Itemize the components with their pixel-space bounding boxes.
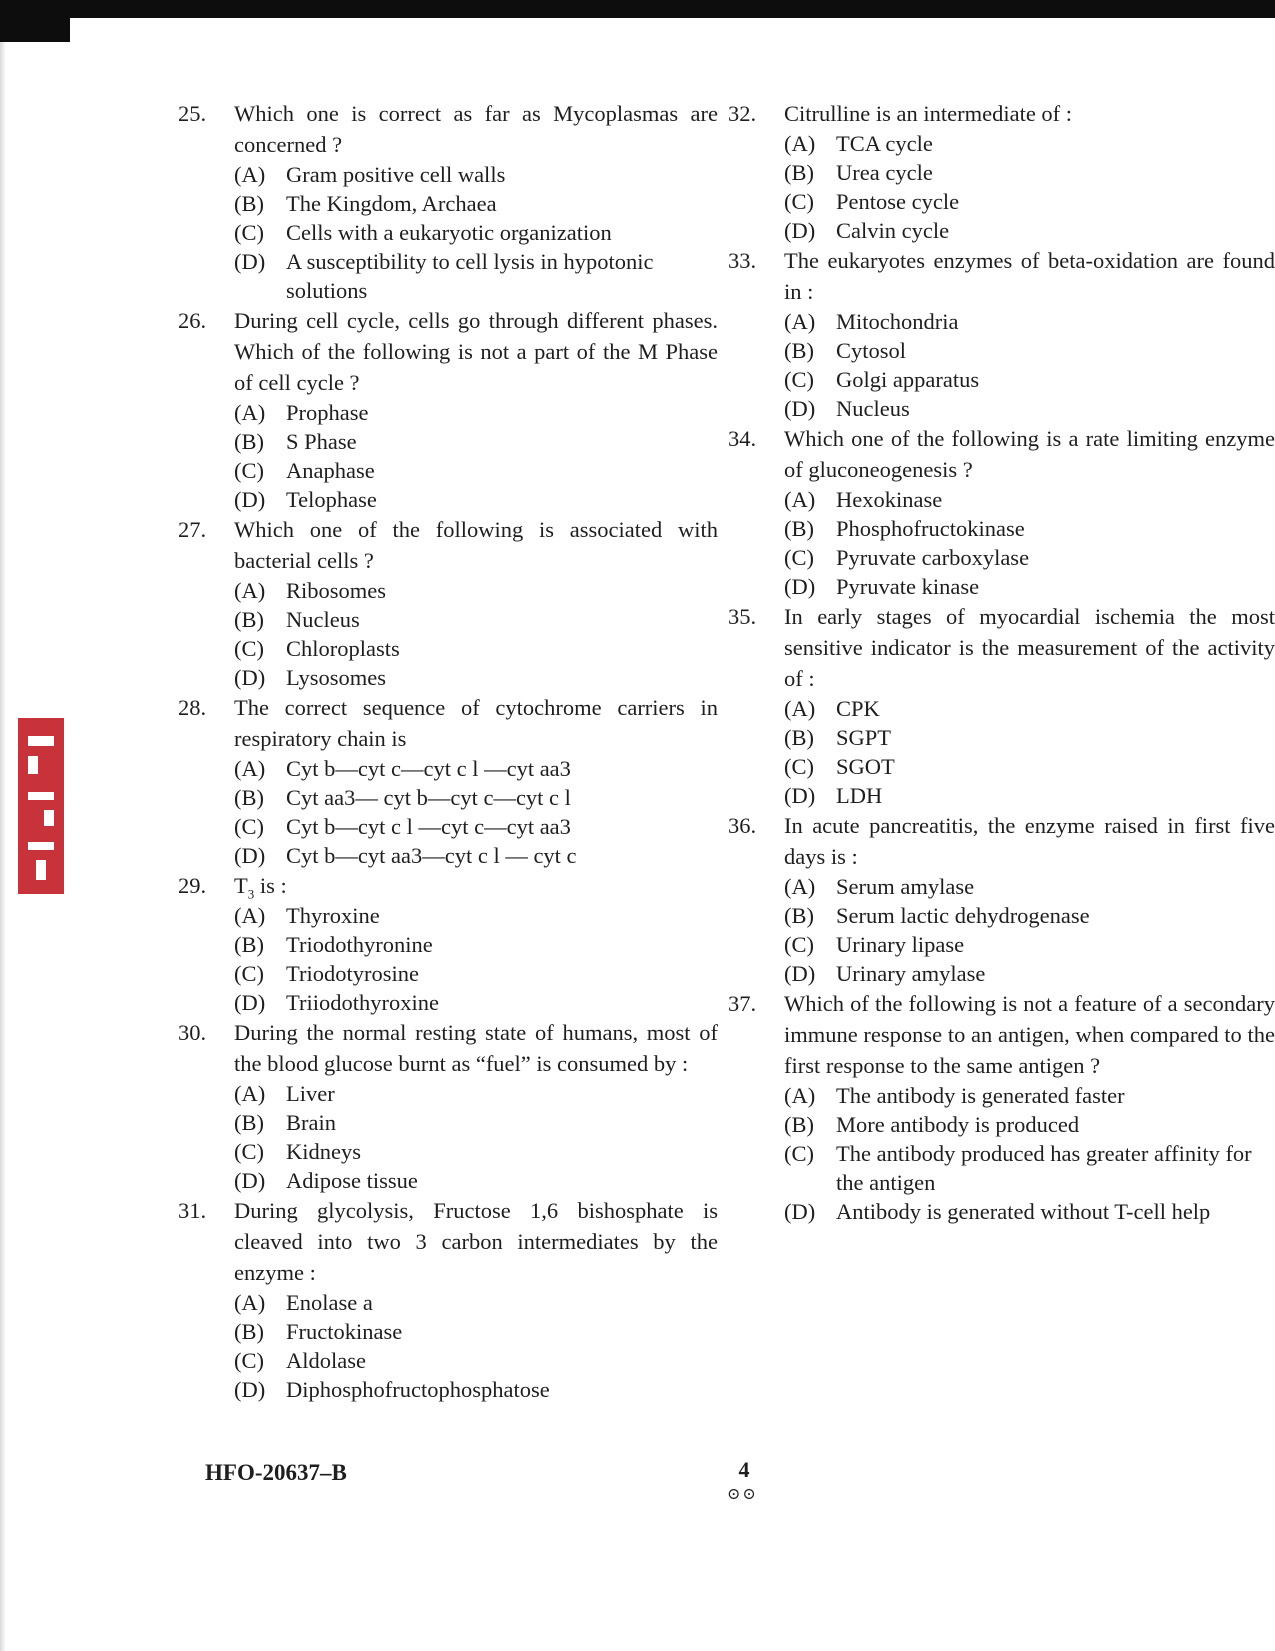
option-d: (D) Cyt b—cyt aa3—cyt c l — cyt c <box>234 843 577 868</box>
option-d: (D) Urinary amylase <box>784 961 986 986</box>
question-32 <box>728 98 1275 245</box>
question-28 <box>178 692 718 870</box>
question-number: 37. <box>728 991 757 1016</box>
question-number: 35. <box>728 604 757 629</box>
question-text: During the normal resting state of humans, most of the blood glucose burnt as “fuel” is consumed by : <box>234 1020 718 1076</box>
option-d: (D) Telophase <box>234 487 377 512</box>
question-text: Which of the following is not a feature of a secondary immune response to an antigen, when compared to the first response to the same antigen ? <box>784 991 1275 1078</box>
question-number: 29. <box>178 873 207 898</box>
option-c: (C) Golgi apparatus <box>784 367 980 392</box>
option-a: (A) Prophase <box>234 400 369 425</box>
question-25 <box>178 98 718 305</box>
option-a: (A) Ribosomes <box>234 578 387 603</box>
option-d: (D) A susceptibility to cell lysis in hypotonic solutions <box>234 249 654 303</box>
question-number: 26. <box>178 308 207 333</box>
option-c: (C) Anaphase <box>234 458 375 483</box>
question-26 <box>178 305 718 514</box>
scan-corner-edge <box>0 18 70 42</box>
question-text: The eukaryotes enzymes of beta-oxidation are found in : <box>784 248 1275 304</box>
question-number: 34. <box>728 426 757 451</box>
red-side-tab <box>18 718 64 894</box>
question-text: In early stages of myocardial ischemia the most sensitive indicator is the measurement of the activity of : <box>784 604 1275 691</box>
question-text: Which one of the following is a rate limiting enzyme of gluconeogenesis ? <box>784 426 1275 482</box>
option-b: (B) More antibody is produced <box>784 1112 1080 1137</box>
option-b: (B) Brain <box>234 1110 336 1135</box>
question-35 <box>728 601 1275 810</box>
option-b: (B) Phosphofructokinase <box>784 516 1025 541</box>
question-number: 27. <box>178 517 207 542</box>
question-text: Citrulline is an intermediate of : <box>784 101 1073 126</box>
option-c: (C) Triodotyrosine <box>234 961 419 986</box>
question-text: In acute pancreatitis, the enzyme raised in first five days is : <box>784 813 1275 869</box>
option-a: (A) CPK <box>784 696 880 721</box>
option-c: (C) Kidneys <box>234 1139 361 1164</box>
option-b: (B) Triodothyronine <box>234 932 433 957</box>
option-a: (A) Cyt b—cyt c—cyt c l —cyt aa3 <box>234 756 571 781</box>
option-c: (C) The antibody produced has greater affinity for the antigen <box>784 1141 1252 1195</box>
option-c: (C) Chloroplasts <box>234 636 400 661</box>
question-text: During cell cycle, cells go through different phases. Which of the following is not a part of the M Phase of cell cycle ? <box>234 308 718 395</box>
question-27 <box>178 514 718 692</box>
registration-marks-icon: ⊙⊙ <box>727 1486 758 1503</box>
question-number: 36. <box>728 813 757 838</box>
question-text: Which one of the following is associated with bacterial cells ? <box>234 517 718 573</box>
page-number: 4 <box>738 1457 750 1482</box>
option-a: (A) Mitochondria <box>784 309 959 334</box>
option-c: (C) Pentose cycle <box>784 189 960 214</box>
left-column <box>178 98 718 1404</box>
question-37 <box>728 988 1275 1226</box>
option-c: (C) Pyruvate carboxylase <box>784 545 1030 570</box>
question-number: 25. <box>178 101 207 126</box>
option-a: (A) Thyroxine <box>234 903 380 928</box>
option-d: (D) Diphosphofructophosphatose <box>234 1377 550 1402</box>
option-d: (D) Antibody is generated without T-cell help <box>784 1199 1211 1224</box>
question-text: $T_3$ is : <box>234 873 287 902</box>
option-b: (B) Nucleus <box>234 607 360 632</box>
option-d: (D) Triiodothyroxine <box>234 990 439 1015</box>
option-b: (B) SGPT <box>784 725 892 750</box>
question-number: 28. <box>178 695 207 720</box>
option-b: (B) Cytosol <box>784 338 907 363</box>
option-a: (A) TCA cycle <box>784 131 933 156</box>
option-a: (A) Hexokinase <box>784 487 943 512</box>
option-c: (C) Aldolase <box>234 1348 366 1373</box>
option-d: (D) Nucleus <box>784 396 910 421</box>
option-d: (D) Calvin cycle <box>784 218 950 243</box>
question-31 <box>178 1195 718 1404</box>
question-text: During glycolysis, Fructose 1,6 bishosphate is cleaved into two 3 carbon intermediates by the enzyme : <box>234 1198 718 1285</box>
option-b: (B) Cyt aa3— cyt b—cyt c—cyt c l <box>234 785 571 810</box>
question-text: The correct sequence of cytochrome carriers in respiratory chain is <box>234 695 718 751</box>
option-a: (A) Serum amylase <box>784 874 975 899</box>
option-c: (C) Cells with a eukaryotic organization <box>234 220 612 245</box>
scan-top-edge <box>0 0 1275 18</box>
option-b: (B) Fructokinase <box>234 1319 403 1344</box>
question-text: Which one is correct as far as Mycoplasmas are concerned ? <box>234 101 718 157</box>
paper-code: HFO-20637–B <box>205 1460 347 1485</box>
question-number: 33. <box>728 248 757 273</box>
question-29 <box>178 870 718 1017</box>
question-34 <box>728 423 1275 601</box>
option-a: (A) Liver <box>234 1081 335 1106</box>
option-d: (D) Adipose tissue <box>234 1168 418 1193</box>
option-c: (C) SGOT <box>784 754 895 779</box>
question-number: 32. <box>728 101 757 126</box>
option-b: (B) Urea cycle <box>784 160 933 185</box>
option-b: (B) S Phase <box>234 429 357 454</box>
option-d: (D) Lysosomes <box>234 665 387 690</box>
question-number: 30. <box>178 1020 207 1045</box>
option-b: (B) Serum lactic dehydrogenase <box>784 903 1090 928</box>
question-30 <box>178 1017 718 1195</box>
right-column <box>728 98 1275 1226</box>
option-a: (A) Gram positive cell walls <box>234 162 506 187</box>
option-c: (C) Cyt b—cyt c l —cyt c—cyt aa3 <box>234 814 571 839</box>
option-d: (D) LDH <box>784 783 883 808</box>
question-36 <box>728 810 1275 988</box>
option-c: (C) Urinary lipase <box>784 932 965 957</box>
option-d: (D) Pyruvate kinase <box>784 574 980 599</box>
option-b: (B) The Kingdom, Archaea <box>234 191 497 216</box>
question-33 <box>728 245 1275 423</box>
option-a: (A) Enolase a <box>234 1290 373 1315</box>
option-a: (A) The antibody is generated faster <box>784 1083 1125 1108</box>
scan-left-shadow <box>0 42 6 1651</box>
question-number: 31. <box>178 1198 207 1223</box>
